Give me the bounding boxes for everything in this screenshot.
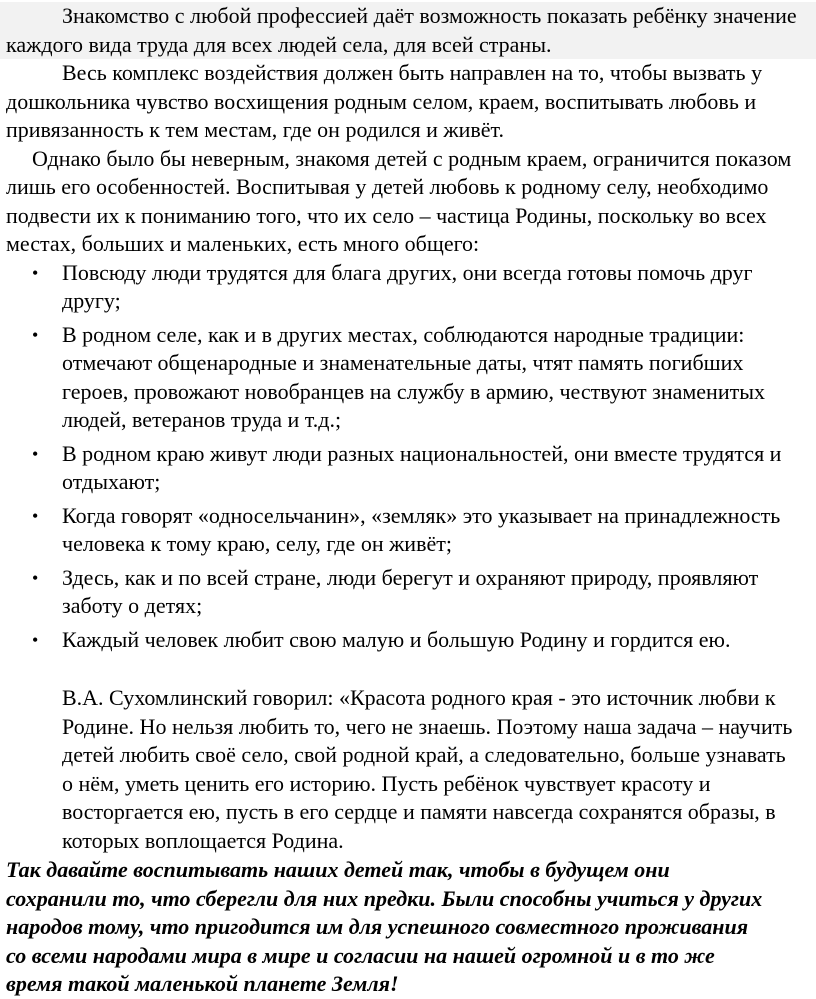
- list-item-text: Здесь, как и по всей стране, люди берегут и охраняют природу, проявляют заботу о детях;: [62, 564, 759, 618]
- closing-statement: Так давайте воспитывать наших детей так, чтобы в будущем они сохранили то, что сберегли для них предки. Были способны учиться у других народов тому, что пригодится им для успешного совместного проживания со всеми народами мира в мире и согласии на нашей огромной и в то же время такой маленькой планете Земля!: [6, 857, 763, 996]
- list-item: [6, 626, 810, 655]
- bullet-icon: •: [32, 567, 39, 588]
- list-item-text: В родном селе, как и в других местах, соблюдаются народные традиции: отмечают общенародные и знаменательные даты, чтят память погибших героев, провожают новобранцев на службу в армию, чествуют знаменитых людей, ветеранов труда и т.д.;: [62, 321, 765, 432]
- bullet-icon: •: [32, 443, 39, 464]
- list-item-text: Каждый человек любит свою малую и большую Родину и гордится ею.: [62, 626, 731, 652]
- list-item: [6, 564, 810, 621]
- list-item: [6, 440, 810, 497]
- paragraph-native-land: Однако было бы неверным, знакомя детей с родным краем, ограничится показом лишь его особенностей. Воспитывая у детей любовь к родному селу, необходимо подвести их к пониманию того, что их село – частица Родины, поскольку во всех местах, больших и маленьких, есть много общего:: [6, 145, 792, 256]
- list-item: [6, 321, 810, 435]
- bullet-icon: •: [32, 629, 39, 650]
- bullet-icon: •: [32, 324, 39, 345]
- bullet-icon: •: [32, 505, 39, 526]
- sukhomlinsky-quote: В.А. Сухомлинский говорил: «Красота родного края - это источник любви к Родине. Но нельзя любить то, чего не знаешь. Поэтому наша задача – научить детей любить своё село, свой родной край, а следовательно, больше узнавать о нём, уметь ценить его историю. Пусть ребёнок чувствует красоту и восторгается ею, пусть в его сердце и памяти навсегда сохранятся образы, в которых воплощается Родина.: [62, 685, 793, 853]
- paragraph-profession: Знакомство с любой профессией даёт возможность показать ребёнку значение каждого вида труда для всех людей села, для всей страны.: [0, 2, 816, 59]
- list-item-text: В родном краю живут люди разных национальностей, они вместе трудятся и отдыхают;: [62, 440, 782, 494]
- list-item-text: Повсюду люди трудятся для блага других, они всегда готовы помочь друг другу;: [62, 259, 753, 313]
- bullet-icon: •: [32, 262, 39, 283]
- list-item: [6, 502, 810, 559]
- common-features-list: [6, 259, 810, 655]
- list-item: [6, 259, 810, 316]
- paragraph-influence: Весь комплекс воздействия должен быть направлен на то, чтобы вызвать у дошкольника чувство восхищения родным селом, краем, воспитывать любовь и привязанность к тем местам, где он родился и живёт.: [6, 60, 763, 142]
- list-item-text: Когда говорят «односельчанин», «земляк» это указывает на принадлежность человека к тому краю, селу, где он живёт;: [62, 502, 781, 556]
